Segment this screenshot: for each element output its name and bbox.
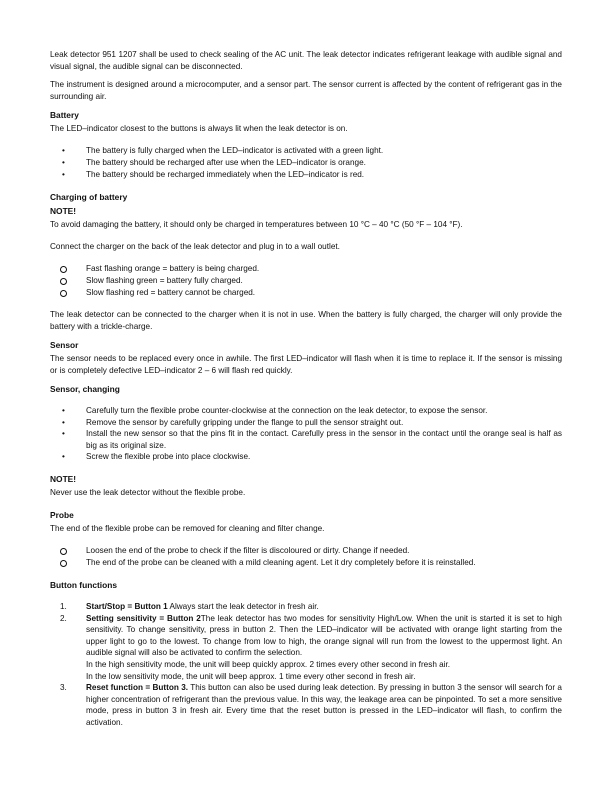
list-item: Slow flashing green = battery fully charged.	[50, 275, 562, 287]
charging-list	[50, 263, 562, 299]
intro-paragraph-2: The instrument is designed around a microcomputer, and a sensor part. The sensor current is affected by the content of refrigerant gas in the surrounding air.	[50, 80, 562, 101]
probe-list	[50, 545, 562, 569]
circle-bullet-icon	[60, 266, 67, 273]
sensor-heading: Sensor	[50, 340, 79, 350]
button-functions-list	[50, 601, 562, 729]
intro-paragraph-1: Leak detector 951 1207 shall be used to check sealing of the AC unit. The leak detector indicates refrigerant leakage with audible signal and visual signal, the audible signal can be disconnected.	[50, 50, 562, 71]
circle-bullet-icon	[60, 278, 67, 285]
list-item: • Screw the flexible probe into place clockwise.	[50, 451, 562, 463]
probe-heading: Probe	[50, 509, 74, 520]
list-item: 1. Start/Stop = Button 1 Always start the leak detector in fresh air.	[60, 601, 319, 611]
charging-note-label: NOTE!	[50, 206, 77, 216]
circle-bullet-icon	[60, 560, 67, 567]
list-item: 2. Setting sensitivity = Button 2The leak detector has two modes for sensitivity High/Low. When the unit is started it is set to high sensitivity. To change sensitivity, press in button 2. Then the LED–indicator will be activated with orange light starting from the upper light to go to the lowest. To change from low to high, the orange signal will run from the lowest to the uppermost light. An audible signal will also be activated to confirm the selection. In the high sensitivity mode, the unit will beep quickly approx. 2 times every other second in fresh air. In the low sensitivity mode, the unit will beep approx. 1 time every other second in fresh air.	[60, 613, 562, 681]
charging-after-text: The leak detector can be connected to the charger when it is not in use. When the battery is fully charged, the charger will only provide the battery with a trickle-charge.	[50, 310, 562, 331]
charging-heading: Charging of battery	[50, 192, 128, 202]
button-functions-heading: Button functions	[50, 579, 117, 590]
charging-connect-text: Connect the charger on the back of the leak detector and plug in to a wall outlet.	[50, 242, 340, 251]
battery-list	[50, 145, 562, 181]
list-item: 3. Reset function = Button 3. This button can also be used during leak detection. By pressing in button 3 the sensor will search for a higher concentration of refrigerant than the previous value. In this way, the leakage area can be pinpointed. To set a more sensitive mode, press in button 3 in fresh air. Every time that the reset button is pressed in the LED–indicator will flash, to confirm the activation.	[60, 683, 562, 727]
list-item: Fast flashing orange = battery is being charged.	[50, 263, 562, 275]
battery-heading: Battery	[50, 110, 79, 120]
list-item: Slow flashing red = battery cannot be charged.	[50, 287, 562, 299]
list-item: • Carefully turn the flexible probe counter-clockwise at the connection on the leak detector, to expose the sensor.	[50, 405, 562, 417]
sensor-text: The sensor needs to be replaced every once in awhile. The first LED–indicator will flash when it is time to replace it. If the sensor is missing or is completely defective LED–indicator 2 – 6 will flash red quickly.	[50, 354, 562, 375]
document-page	[50, 49, 562, 739]
battery-text: The LED–indicator closest to the buttons is always lit when the leak detector is on.	[50, 124, 348, 133]
circle-bullet-icon	[60, 290, 67, 297]
list-item: • The battery should be recharged after use when the LED–indicator is orange.	[50, 157, 562, 169]
list-item: • Install the new sensor so that the pins fit in the contact. Carefully press in the sensor in the contact until the orange seal is half as big as its original size.	[50, 428, 562, 451]
sensor-changing-note-text: Never use the leak detector without the flexible probe.	[50, 487, 246, 497]
list-item: • Remove the sensor by carefully gripping under the flange to pull the sensor straight out.	[50, 417, 562, 429]
charging-note-text: To avoid damaging the battery, it should only be charged in temperatures between 10 °C – 40 °C (50 °F – 104 °F).	[50, 220, 463, 229]
probe-text: The end of the flexible probe can be removed for cleaning and filter change.	[50, 523, 325, 533]
list-item: The end of the probe can be cleaned with a mild cleaning agent. Let it dry completely before it is reinstalled.	[50, 557, 562, 569]
list-item: • The battery is fully charged when the LED–indicator is activated with a green light.	[50, 145, 562, 157]
sensor-changing-note-label: NOTE!	[50, 473, 77, 484]
list-item: • The battery should be recharged immediately when the LED–indicator is red.	[50, 169, 562, 181]
sensor-changing-heading: Sensor, changing	[50, 384, 120, 394]
sensor-changing-list	[50, 405, 562, 463]
list-item: Loosen the end of the probe to check if the filter is discoloured or dirty. Change if needed.	[50, 545, 562, 557]
circle-bullet-icon	[60, 548, 67, 555]
